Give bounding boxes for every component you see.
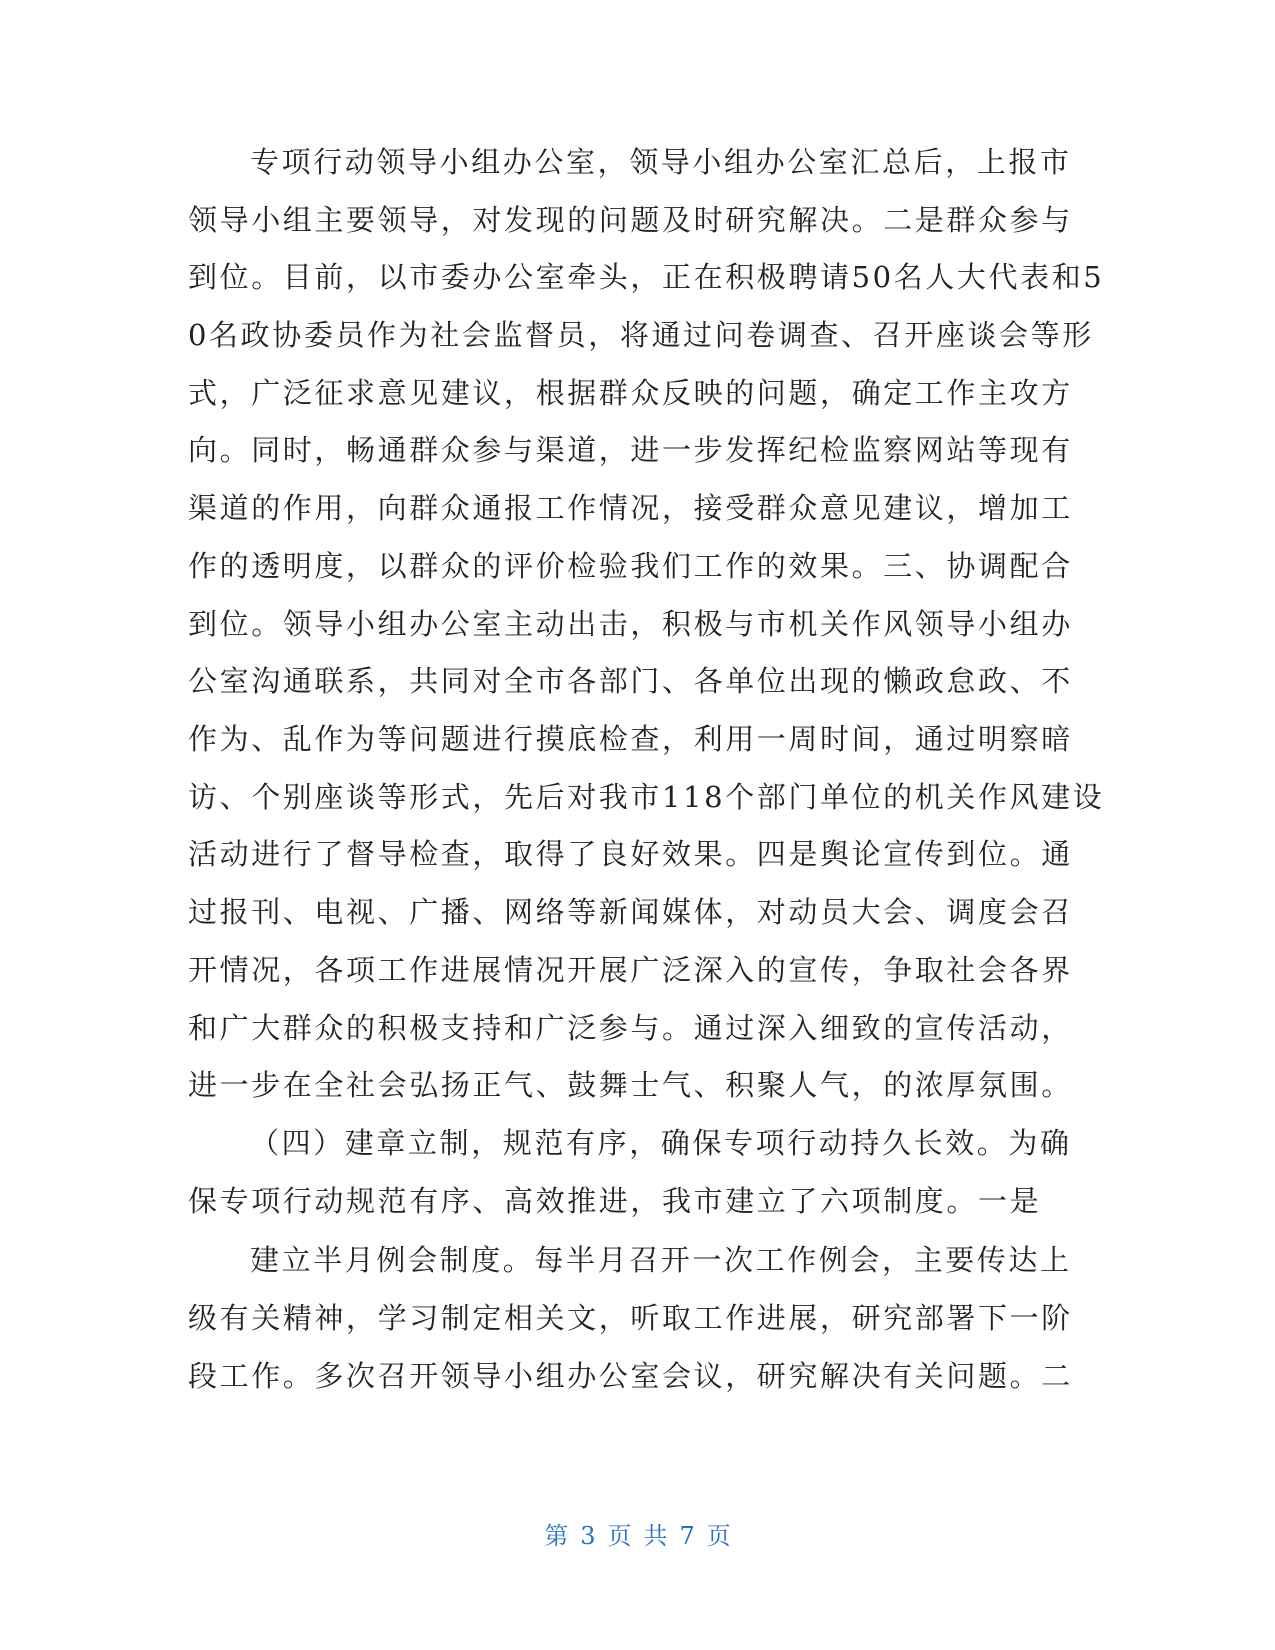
page-label-mid: 页: [607, 1522, 632, 1550]
text-line-19: 保专项行动规范有序、高效推进，我市建立了六项制度。一是: [188, 1184, 1042, 1218]
text-line-21: 级有关精神，学习制定相关文，听取工作进展，研究部署下一阶: [188, 1301, 1073, 1335]
text-line-6: 向。同时，畅通群众参与渠道，进一步发挥纪检监察网站等现有: [188, 433, 1073, 467]
page-footer: [0, 1520, 1275, 1552]
text-line-8: 作的透明度，以群众的评价检验我们工作的效果。三、协调配合: [188, 549, 1073, 583]
page-label-suffix: 页: [706, 1522, 731, 1550]
text-line-17: 进一步在全社会弘扬正气、鼓舞士气、积聚人气，的浓厚氛围。: [188, 1068, 1073, 1102]
page-label-prefix: 第: [544, 1522, 569, 1550]
text-line-20: 建立半月例会制度。每半月召开一次工作例会，主要传达上: [250, 1243, 1072, 1277]
text-line-22: 段工作。多次召开领导小组办公室会议，研究解决有关问题。二: [188, 1359, 1073, 1393]
current-page-number: 3: [580, 1522, 596, 1550]
text-line-11: 作为、乱作为等问题进行摸底检查，利用一周时间，通过明察暗: [188, 722, 1073, 756]
text-line-12: 访、个别座谈等形式，先后对我市118个部门单位的机关作风建设: [188, 780, 1105, 814]
text-line-5: 式，广泛征求意见建议，根据群众反映的问题，确定工作主攻方: [188, 376, 1073, 410]
text-line-16: 和广大群众的积极支持和广泛参与。通过深入细致的宣传活动，: [188, 1011, 1073, 1045]
text-line-7: 渠道的作用，向群众通报工作情况，接受群众意见建议，增加工: [188, 491, 1073, 525]
text-line-1: 专项行动领导小组办公室，领导小组办公室汇总后，上报市: [250, 145, 1072, 179]
text-line-4: 0名政协委员作为社会监督员，将通过问卷调查、召开座谈会等形: [188, 318, 1094, 352]
total-pages-number: 7: [679, 1522, 695, 1550]
text-line-18: （四）建章立制，规范有序，确保专项行动持久长效。为确: [250, 1126, 1072, 1160]
total-label: 共: [643, 1522, 668, 1550]
text-line-13: 活动进行了督导检查，取得了良好效果。四是舆论宣传到位。通: [188, 837, 1073, 871]
text-line-15: 开情况，各项工作进展情况开展广泛深入的宣传，争取社会各界: [188, 953, 1073, 987]
text-line-10: 公室沟通联系，共同对全市各部门、各单位出现的懒政怠政、不: [188, 664, 1073, 698]
text-line-3: 到位。目前，以市委办公室牵头，正在积极聘请50名人大代表和5: [188, 260, 1105, 294]
text-line-14: 过报刊、电视、广播、网络等新闻媒体，对动员大会、调度会召: [188, 895, 1073, 929]
text-line-2: 领导小组主要领导，对发现的问题及时研究解决。二是群众参与: [188, 203, 1073, 237]
text-line-9: 到位。领导小组办公室主动出击，积极与市机关作风领导小组办: [188, 607, 1073, 641]
